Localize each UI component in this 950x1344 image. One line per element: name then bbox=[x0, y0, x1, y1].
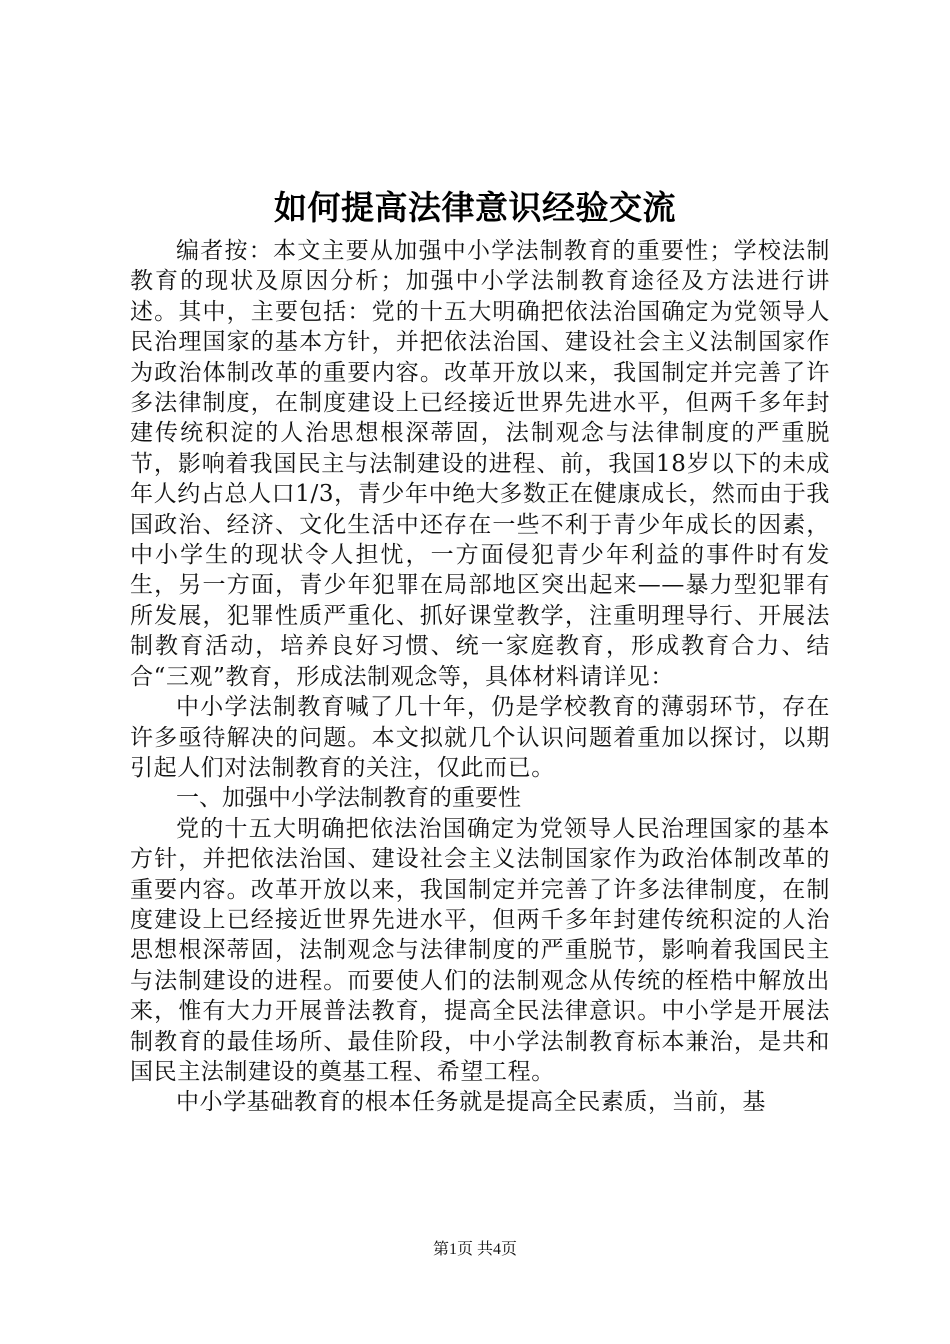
editor-note-paragraph: 编者按：本文主要从加强中小学法制教育的重要性；学校法制教育的现状及原因分析；加强中小学法制教育途径及方法进行讲述。其中，主要包括：党的十五大明确把依法治国确定为党领导人民治理国家的基本方针，并把依法治国、建设社会主义法制国家作为政治体制改革的重要内容。改革开放以来，我国制定并完善了许多法律制度，在制度建设上已经接近世界先进水平，但两千多年封建传统积淀的人治思想根深蒂固，法制观念与法律制度的严重脱节，影响着我国民主与法制建设的进程、前，我国18岁以下的未成年人约占总人口1/3，青少年中绝大多数正在健康成长，然而由于我国政治、经济、文化生活中还存在一些不利于青少年成长的因素，中小学生的现状令人担忧，一方面侵犯青少年利益的事件时有发生，另一方面，青少年犯罪在局部地区突出起来——暴力型犯罪有所发展，犯罪性质严重化、抓好课堂教学，注重明理导行、开展法制教育活动，培养良好习惯、统一家庭教育，形成教育合力、结合“三观”教育，形成法制观念等，具体材料请详见： bbox=[130, 238, 830, 690]
page-number-footer: 第1页 共4页 bbox=[432, 1241, 517, 1258]
document-body bbox=[130, 236, 830, 1118]
body-paragraph-continued: 中小学基础教育的根本任务就是提高全民素质，当前，基 bbox=[176, 1089, 766, 1116]
section-heading: 一、加强中小学法制教育的重要性 bbox=[176, 785, 521, 812]
body-paragraph: 党的十五大明确把依法治国确定为党领导人民治理国家的基本方针，并把依法治国、建设社会主义法制国家作为政治体制改革的重要内容。改革开放以来，我国制定并完善了许多法律制度，在制度建设上已经接近世界先进水平，但两千多年封建传统积淀的人治思想根深蒂固，法制观念与法律制度的严重脱节，影响着我国民主与法制建设的进程。而要使人们的法制观念从传统的桎梏中解放出来，惟有大力开展普法教育，提高全民法律意识。中小学是开展法制教育的最佳场所、最佳阶段，中小学法制教育标本兼治，是共和国民主法制建设的奠基工程、希望工程。 bbox=[130, 815, 830, 1085]
document-title: 如何提高法律意识经验交流 bbox=[274, 188, 676, 227]
intro-paragraph: 中小学法制教育喊了几十年，仍是学校教育的薄弱环节，存在许多亟待解决的问题。本文拟就几个认识问题着重加以探讨，以期引起人们对法制教育的关注，仅此而已。 bbox=[130, 694, 830, 781]
